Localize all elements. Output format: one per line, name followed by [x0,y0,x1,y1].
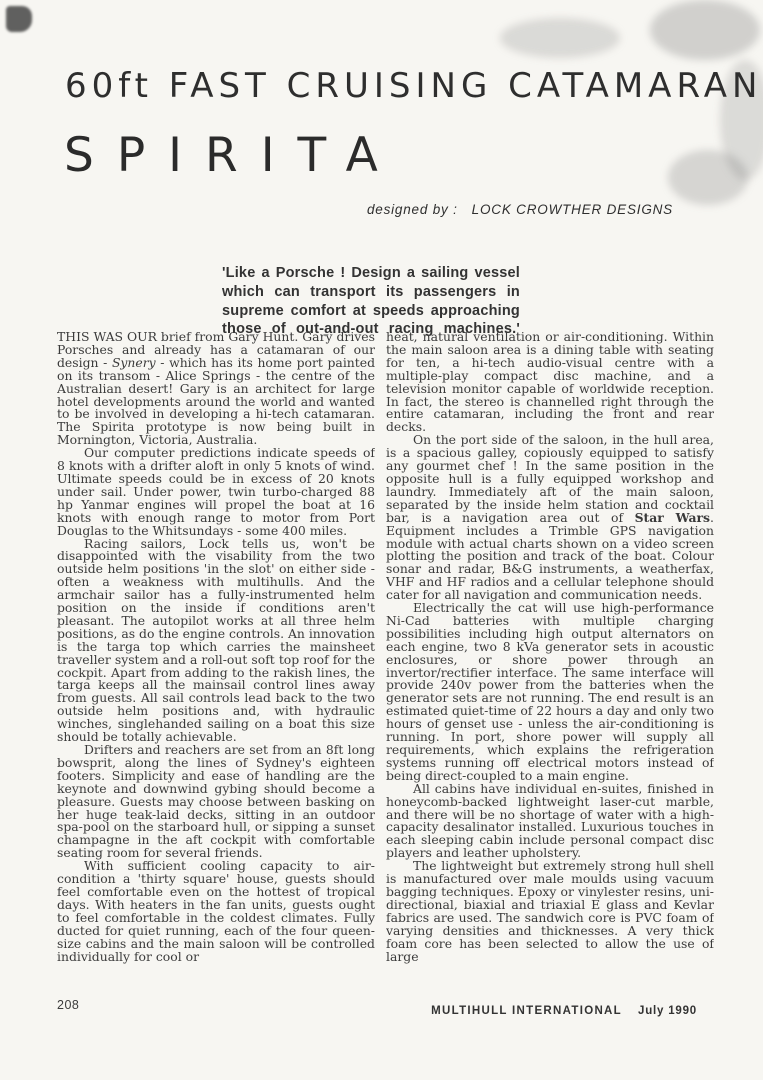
page-number: 208 [57,998,80,1012]
body-paragraph: Electrically the cat will use high-performance Ni-Cad batteries with multiple charging possibilities including high output alternators on each engine, two 8 kVa generator sets in acoustic enclosures, or shore power through an invertor/rectifier interface. The same interface will provide 240v power from the batteries when the generator sets are not running. The end result is an estimated quiet-time of 22 hours a day and only two hours of genset use - unless the air-conditioning is running. In port, shore power will supply all requirements, which explains the refrigeration systems running off electrical motors instead of being direct-coupled to a main engine. [386,600,714,783]
magazine-name: MULTIHULL INTERNATIONAL [431,1005,622,1017]
body-paragraph: THIS WAS OUR brief from Gary Hunt. Gary drives Porsches and already has a catamaran of our design - Synery - which has its home port painted on its transom - Alice Springs - the centre of the Australian desert! Gary is an architect for large hotel developments around the world and wanted to be involved in developing a hi-tech catamaran. The Spirita prototype is now being built in Mornington, Victoria, Australia. [57,331,375,448]
body-paragraph: On the port side of the saloon, in the hull area, is a spacious galley, copiously equipped to satisfy any gourmet chef ! In the same position in the opposite hull is a fully equipped workshop and laundry. Immediately aft of the main saloon, separated by the inside helm station and cocktail bar, is a navigation area out of Star Wars. Equipment includes a Trimble GPS navigation module with actual charts shown on a video screen plotting the position and track of the boat. Colour sonar and radar, B&G instruments, a weatherfax, VHF and HF radios and a cellular telephone should cater for all navigation and communication needs. [386,432,714,603]
scan-artifact [668,150,748,205]
article-column-right [386,331,714,1013]
boat-name-title: SPIRITA [64,128,401,183]
article-column-left [57,331,375,1013]
body-paragraph: With sufficient cooling capacity to air-condition a 'thirty square' house, guests should feel comfortable even on the hottest of tropical days. With heaters in the fan units, guests ought to feel comfortable in the coldest climates. Fully ducted for quiet running, each of the four queen-size cabins and the main saloon will be controlled individually for cool or [57,858,375,964]
designer-name: LOCK CROWTHER DESIGNS [471,202,673,217]
pull-quote: 'Like a Porsche ! Design a sailing vessel which can transport its passengers in supreme comfort at speeds approaching those of out-and-out racing machines.' [222,265,520,338]
scan-artifact [650,0,760,60]
article-title: 60ft FAST CRUISING CATAMARAN [65,66,763,106]
byline-label: designed by : [366,202,458,217]
body-paragraph: Drifters and reachers are set from an 8ft long bowsprit, along the lines of Sydney's eighteen footers. Simplicity and ease of handling are the keynote and downwind gybing should become a pleasure. Guests may choose between basking on her huge teak-laid decks, sitting in an outdoor spa-pool on the starboard hull, or sipping a sunset champagne in the aft cockpit with comfortable seating room for several friends. [57,742,375,861]
body-paragraph: All cabins have individual en-suites, finished in honeycomb-backed lightweight laser-cut marble, and there will be no shortage of water with a high-capacity desalinator installed. Luxurious touches in each sleeping cabin include personal compact disc players and leather upholstery. [386,780,714,861]
scan-artifact [6,6,32,32]
scan-artifact [500,18,620,58]
body-paragraph: Our computer predictions indicate speeds of 8 knots with a drifter aloft in only 5 knots of wind. Ultimate speeds could be in excess of 20 knots under sail. Under power, twin turbo-charged 88 hp Yanmar engines will propel the boat at 16 knots with enough range to motor from Port Douglas to the Whitsundays - some 400 miles. [57,445,375,538]
footer-magazine-line [431,1005,697,1017]
issue-date: July 1990 [638,1005,697,1017]
body-paragraph: The lightweight but extremely strong hull shell is manufactured over male moulds using vacuum bagging techniques. Epoxy or vinylester resins, uni-directional, biaxial and triaxial E glass and Kevlar fabrics are used. The sandwich core is PVC foam of varying densities and thicknesses. A very thick foam core has been selected to allow the use of large [386,858,714,964]
byline [367,202,673,217]
body-paragraph: Racing sailors, Lock tells us, won't be disappointed with the visability from the two outside helm positions 'in the slot' on either side - often a weakness with multihulls. And the armchair sailor has a fully-instrumented helm position on the inside if conditions aren't pleasant. The autopilot works at all three helm positions, as do the engine controls. An innovation is the targa top which carries the mainsheet traveller system and a roll-out soft top roof for the cockpit. Apart from adding to the rakish lines, the targa keeps all the mainsail control lines away from guests. All sail controls lead back to the two outside helm positions and, with hydraulic winches, singlehanded sailing on a boat this size should be totally achievable. [57,535,375,745]
body-paragraph: heat, natural ventilation or air-conditioning. Within the main saloon area is a dining table with seating for ten, a hi-tech audio-visual centre with a multiple-play compact disc machine, and a television monitor capable of worldwide reception. In fact, the stereo is channelled right through the entire catamaran, including the front and rear decks. [386,331,714,435]
